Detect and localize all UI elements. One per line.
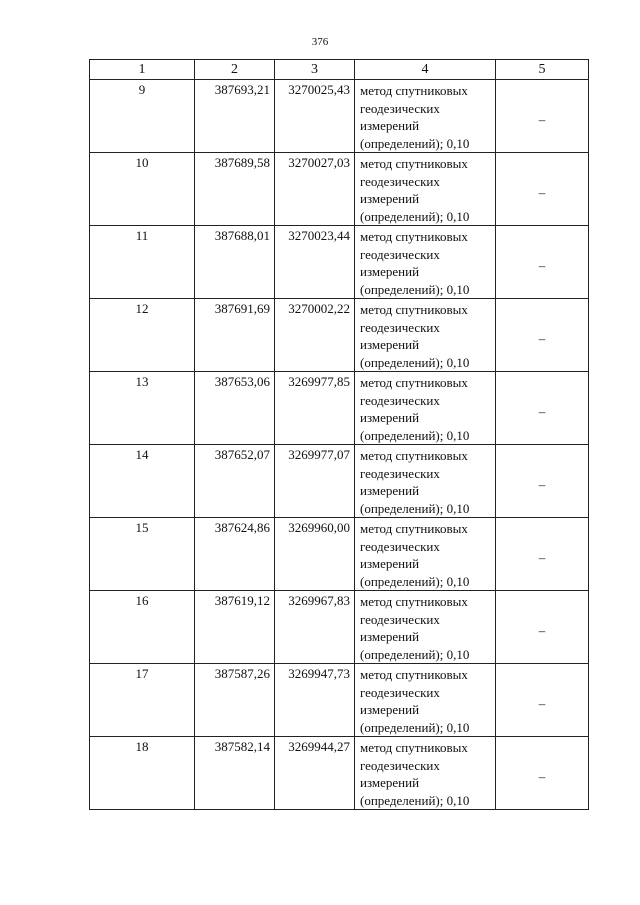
- method-cell: [355, 518, 496, 591]
- column-5-cell: [496, 445, 589, 518]
- y-coordinate-cell: 3269960,00: [275, 518, 355, 591]
- column-5-cell: [496, 737, 589, 810]
- point-number-cell: 17: [90, 664, 195, 737]
- column-5-cell: [496, 299, 589, 372]
- method-line: геодезических: [360, 538, 440, 554]
- method-line: геодезических: [360, 465, 440, 481]
- x-coordinate-cell: 387688,01: [195, 226, 275, 299]
- column-5-cell: [496, 591, 589, 664]
- method-cell: [355, 591, 496, 664]
- method-line: (определений); 0,10: [360, 135, 470, 151]
- method-cell: [355, 153, 496, 226]
- method-line: измерений: [360, 264, 420, 279]
- x-coordinate-cell: 387624,86: [195, 518, 275, 591]
- method-line: метод спутниковых: [360, 521, 468, 536]
- column-5-cell: [496, 518, 589, 591]
- y-coordinate-cell: 3269977,85: [275, 372, 355, 445]
- point-number-cell: 14: [90, 445, 195, 518]
- method-line: метод спутниковых: [360, 375, 468, 390]
- method-cell: [355, 372, 496, 445]
- method-line: геодезических: [360, 100, 440, 116]
- method-cell: [355, 226, 496, 299]
- method-cell: [355, 664, 496, 737]
- x-coordinate-cell: 387653,06: [195, 372, 275, 445]
- column-5-cell: [496, 153, 589, 226]
- x-coordinate-cell: 387693,21: [195, 80, 275, 153]
- method-line: измерений: [360, 410, 420, 425]
- point-number-cell: 13: [90, 372, 195, 445]
- method-line: геодезических: [360, 684, 440, 700]
- point-number-cell: 11: [90, 226, 195, 299]
- method-line: (определений); 0,10: [360, 354, 470, 370]
- column-5-cell: [496, 664, 589, 737]
- dash-value: –: [538, 550, 546, 565]
- method-line: метод спутниковых: [360, 83, 468, 98]
- dash-value: –: [538, 331, 546, 346]
- method-line: измерений: [360, 629, 420, 644]
- table-row: [90, 445, 589, 518]
- y-coordinate-cell: 3269947,73: [275, 664, 355, 737]
- x-coordinate-cell: 387582,14: [195, 737, 275, 810]
- method-line: измерений: [360, 118, 420, 133]
- y-coordinate-cell: 3270002,22: [275, 299, 355, 372]
- table-row: [90, 518, 589, 591]
- table-row: [90, 737, 589, 810]
- column-header: 4: [355, 60, 496, 80]
- method-line: геодезических: [360, 611, 440, 627]
- method-line: метод спутниковых: [360, 302, 468, 317]
- table-row: [90, 299, 589, 372]
- column-header: 3: [275, 60, 355, 80]
- table-row: [90, 591, 589, 664]
- method-line: (определений); 0,10: [360, 792, 470, 808]
- dash-value: –: [538, 185, 546, 200]
- method-line: (определений); 0,10: [360, 427, 470, 443]
- table-row: [90, 372, 589, 445]
- y-coordinate-cell: 3270027,03: [275, 153, 355, 226]
- method-line: (определений); 0,10: [360, 500, 470, 516]
- method-line: метод спутниковых: [360, 229, 468, 244]
- x-coordinate-cell: 387619,12: [195, 591, 275, 664]
- method-line: (определений); 0,10: [360, 573, 470, 589]
- method-line: измерений: [360, 337, 420, 352]
- column-header: 5: [496, 60, 589, 80]
- column-5-cell: [496, 226, 589, 299]
- point-number-cell: 12: [90, 299, 195, 372]
- method-line: метод спутниковых: [360, 156, 468, 171]
- dash-value: –: [538, 623, 546, 638]
- x-coordinate-cell: 387689,58: [195, 153, 275, 226]
- method-line: измерений: [360, 191, 420, 206]
- column-header: 2: [195, 60, 275, 80]
- method-line: геодезических: [360, 757, 440, 773]
- method-line: геодезических: [360, 319, 440, 335]
- page-number: 376: [311, 36, 329, 48]
- y-coordinate-cell: 3269944,27: [275, 737, 355, 810]
- y-coordinate-cell: 3270025,43: [275, 80, 355, 153]
- column-header: 1: [90, 60, 195, 80]
- table-header-row: [90, 60, 589, 80]
- method-line: (определений); 0,10: [360, 646, 470, 662]
- method-line: измерений: [360, 702, 420, 717]
- y-coordinate-cell: 3269967,83: [275, 591, 355, 664]
- dash-value: –: [538, 769, 546, 784]
- point-number-cell: 15: [90, 518, 195, 591]
- method-line: (определений); 0,10: [360, 281, 470, 297]
- point-number-cell: 16: [90, 591, 195, 664]
- column-5-cell: [496, 80, 589, 153]
- dash-value: –: [538, 404, 546, 419]
- method-line: измерений: [360, 483, 420, 498]
- method-cell: [355, 80, 496, 153]
- x-coordinate-cell: 387587,26: [195, 664, 275, 737]
- dash-value: –: [538, 112, 546, 127]
- method-line: (определений); 0,10: [360, 208, 470, 224]
- table-row: [90, 226, 589, 299]
- column-5-cell: [496, 372, 589, 445]
- method-cell: [355, 737, 496, 810]
- y-coordinate-cell: 3269977,07: [275, 445, 355, 518]
- method-line: геодезических: [360, 173, 440, 189]
- table-row: [90, 153, 589, 226]
- x-coordinate-cell: 387691,69: [195, 299, 275, 372]
- method-line: метод спутниковых: [360, 667, 468, 682]
- x-coordinate-cell: 387652,07: [195, 445, 275, 518]
- dash-value: –: [538, 258, 546, 273]
- y-coordinate-cell: 3270023,44: [275, 226, 355, 299]
- dash-value: –: [538, 477, 546, 492]
- method-cell: [355, 445, 496, 518]
- point-number-cell: 9: [90, 80, 195, 153]
- method-line: измерений: [360, 775, 420, 790]
- table-row: [90, 664, 589, 737]
- method-line: метод спутниковых: [360, 740, 468, 755]
- table-row: [90, 80, 589, 153]
- method-cell: [355, 299, 496, 372]
- dash-value: –: [538, 696, 546, 711]
- method-line: метод спутниковых: [360, 448, 468, 463]
- method-line: метод спутниковых: [360, 594, 468, 609]
- point-number-cell: 10: [90, 153, 195, 226]
- coordinates-table: [89, 59, 589, 810]
- method-line: геодезических: [360, 392, 440, 408]
- method-line: геодезических: [360, 246, 440, 262]
- method-line: (определений); 0,10: [360, 719, 470, 735]
- method-line: измерений: [360, 556, 420, 571]
- point-number-cell: 18: [90, 737, 195, 810]
